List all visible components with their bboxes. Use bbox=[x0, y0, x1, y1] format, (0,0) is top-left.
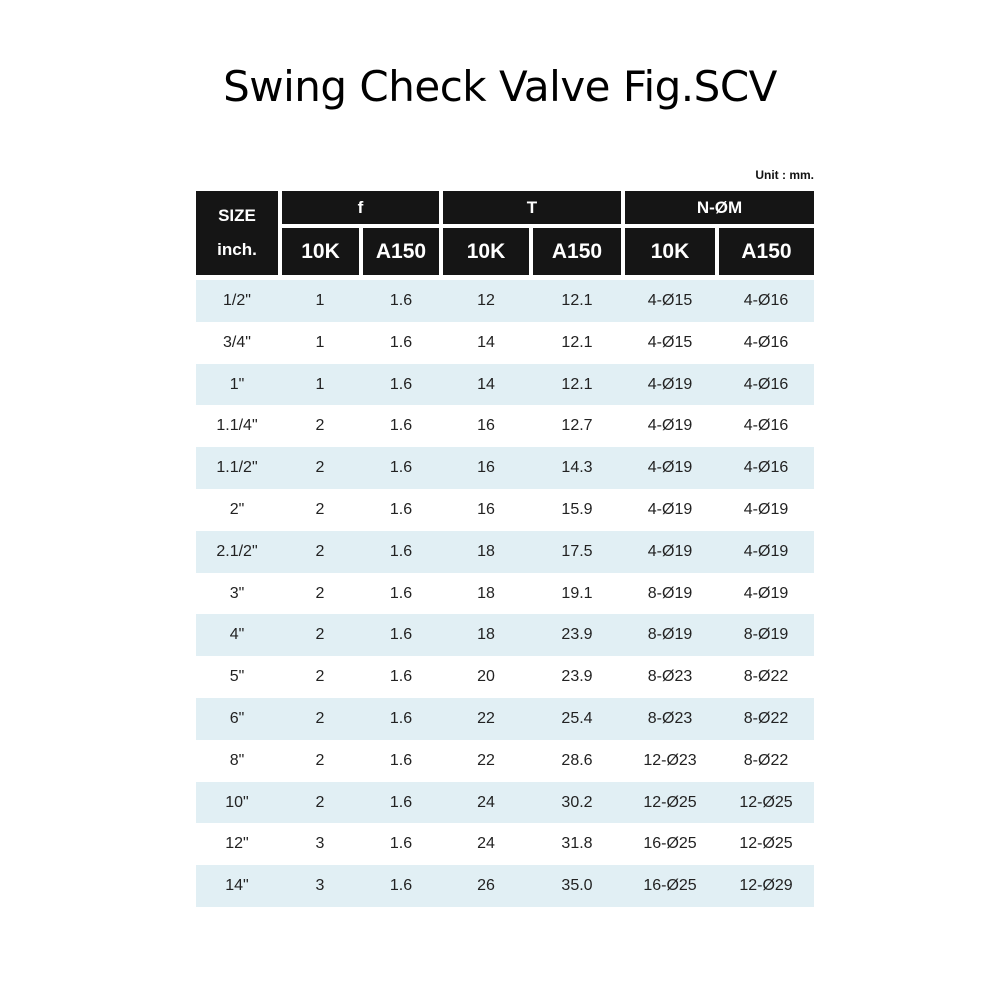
cell-f-a150: 1.6 bbox=[389, 417, 413, 435]
cell-nom-a150: 4-Ø19 bbox=[743, 542, 789, 560]
cell-t-10k: 20 bbox=[477, 668, 495, 686]
cell-f-10k: 1 bbox=[315, 375, 325, 393]
cell-size: 12" bbox=[225, 835, 249, 853]
cell-nom-10k: 8-Ø23 bbox=[647, 709, 693, 727]
cell-f-10k: 2 bbox=[315, 751, 325, 769]
cell-t-a150: 23.9 bbox=[561, 626, 593, 644]
cell-f-10k: 2 bbox=[315, 417, 325, 435]
cell-f-10k: 2 bbox=[315, 542, 325, 560]
table-row bbox=[196, 447, 814, 489]
cell-t-10k: 16 bbox=[477, 417, 495, 435]
cell-t-a150: 25.4 bbox=[561, 709, 593, 727]
cell-f-10k: 3 bbox=[315, 835, 325, 853]
cell-t-a150: 30.2 bbox=[561, 793, 593, 811]
cell-t-10k: 24 bbox=[477, 835, 495, 853]
cell-nom-10k: 12-Ø25 bbox=[643, 793, 697, 811]
subheader-t-a150: A150 bbox=[533, 228, 621, 275]
cell-t-a150: 12.1 bbox=[561, 375, 593, 393]
cell-f-a150: 1.6 bbox=[389, 459, 413, 477]
cell-nom-10k: 4-Ø19 bbox=[647, 459, 693, 477]
cell-nom-a150: 8-Ø22 bbox=[743, 709, 789, 727]
cell-f-10k: 2 bbox=[315, 626, 325, 644]
cell-size: 1.1/4" bbox=[216, 417, 258, 435]
cell-nom-a150: 4-Ø19 bbox=[743, 500, 789, 518]
cell-nom-10k: 4-Ø15 bbox=[647, 333, 693, 351]
group-header-f: f bbox=[282, 191, 439, 224]
cell-size: 5" bbox=[229, 668, 245, 686]
cell-nom-10k: 8-Ø19 bbox=[647, 584, 693, 602]
cell-nom-a150: 4-Ø16 bbox=[743, 417, 789, 435]
cell-f-a150: 1.6 bbox=[389, 835, 413, 853]
table-row bbox=[196, 489, 814, 531]
cell-nom-a150: 8-Ø22 bbox=[743, 751, 789, 769]
cell-size: 1/2" bbox=[223, 292, 251, 309]
cell-f-10k: 2 bbox=[315, 459, 325, 477]
cell-nom-10k: 8-Ø19 bbox=[647, 626, 693, 644]
table-row bbox=[196, 823, 814, 865]
cell-nom-a150: 4-Ø19 bbox=[743, 584, 789, 602]
cell-size: 10" bbox=[225, 793, 249, 811]
cell-nom-a150: 4-Ø16 bbox=[743, 292, 789, 309]
cell-nom-10k: 4-Ø19 bbox=[647, 500, 693, 518]
cell-t-10k: 22 bbox=[477, 709, 495, 727]
table-row bbox=[196, 531, 814, 573]
cell-f-a150: 1.6 bbox=[389, 542, 413, 560]
size-header-line2: inch. bbox=[217, 240, 257, 259]
subheader-f-10k: 10K bbox=[282, 228, 359, 275]
cell-t-10k: 16 bbox=[477, 459, 495, 477]
group-header-nom: N-ØM bbox=[625, 191, 814, 224]
subheader-nom-10k: 10K bbox=[625, 228, 715, 275]
size-header bbox=[196, 191, 278, 275]
subheader-t-10k: 10K bbox=[443, 228, 529, 275]
cell-nom-a150: 12-Ø25 bbox=[739, 835, 793, 853]
cell-nom-a150: 4-Ø16 bbox=[743, 333, 789, 351]
cell-nom-10k: 16-Ø25 bbox=[643, 835, 697, 853]
table-row bbox=[196, 698, 814, 740]
cell-nom-10k: 4-Ø19 bbox=[647, 542, 693, 560]
table-row bbox=[196, 740, 814, 782]
cell-t-a150: 12.7 bbox=[561, 417, 593, 435]
cell-f-10k: 1 bbox=[315, 333, 325, 351]
cell-t-a150: 28.6 bbox=[561, 751, 593, 769]
size-header-line1: SIZE bbox=[218, 206, 256, 225]
cell-t-a150: 14.3 bbox=[561, 459, 593, 477]
cell-nom-a150: 8-Ø22 bbox=[743, 668, 789, 686]
table-row bbox=[196, 782, 814, 824]
table-row bbox=[196, 614, 814, 656]
cell-f-10k: 3 bbox=[315, 877, 325, 895]
cell-nom-a150: 4-Ø16 bbox=[743, 375, 789, 393]
cell-t-10k: 26 bbox=[477, 877, 495, 895]
cell-nom-10k: 4-Ø15 bbox=[647, 292, 693, 309]
cell-f-10k: 2 bbox=[315, 668, 325, 686]
cell-t-10k: 14 bbox=[477, 333, 495, 351]
cell-f-a150: 1.6 bbox=[389, 333, 413, 351]
cell-t-10k: 24 bbox=[477, 793, 495, 811]
cell-t-10k: 18 bbox=[477, 626, 495, 644]
unit-label: Unit : mm. bbox=[755, 168, 814, 182]
cell-f-a150: 1.6 bbox=[389, 668, 413, 686]
cell-f-a150: 1.6 bbox=[389, 626, 413, 644]
cell-size: 3" bbox=[229, 584, 245, 602]
cell-nom-a150: 12-Ø25 bbox=[739, 793, 793, 811]
cell-size: 8" bbox=[229, 751, 245, 769]
cell-size: 2.1/2" bbox=[216, 542, 258, 560]
cell-t-a150: 35.0 bbox=[561, 877, 593, 895]
cell-nom-a150: 12-Ø29 bbox=[739, 877, 793, 895]
page-title: Swing Check Valve Fig.SCV bbox=[223, 62, 777, 111]
table-row bbox=[196, 322, 814, 364]
table-body bbox=[196, 280, 814, 907]
group-header-t: T bbox=[443, 191, 621, 224]
cell-t-a150: 31.8 bbox=[561, 835, 593, 853]
cell-f-10k: 1 bbox=[315, 292, 325, 309]
cell-f-a150: 1.6 bbox=[389, 709, 413, 727]
cell-nom-10k: 8-Ø23 bbox=[647, 668, 693, 686]
cell-t-10k: 18 bbox=[477, 542, 495, 560]
cell-t-a150: 12.1 bbox=[561, 292, 593, 309]
cell-nom-10k: 4-Ø19 bbox=[647, 417, 693, 435]
table-row bbox=[196, 656, 814, 698]
cell-size: 1" bbox=[229, 375, 245, 393]
cell-size: 2" bbox=[229, 500, 245, 518]
cell-t-a150: 12.1 bbox=[561, 333, 593, 351]
cell-f-a150: 1.6 bbox=[389, 375, 413, 393]
cell-size: 14" bbox=[225, 877, 249, 895]
cell-nom-a150: 4-Ø16 bbox=[743, 459, 789, 477]
cell-t-a150: 23.9 bbox=[561, 668, 593, 686]
subheader-f-a150: A150 bbox=[363, 228, 439, 275]
cell-t-10k: 14 bbox=[477, 375, 495, 393]
cell-size: 3/4" bbox=[223, 333, 251, 351]
cell-size: 6" bbox=[229, 709, 245, 727]
cell-f-10k: 2 bbox=[315, 709, 325, 727]
cell-nom-a150: 8-Ø19 bbox=[743, 626, 789, 644]
cell-f-a150: 1.6 bbox=[389, 751, 413, 769]
cell-f-10k: 2 bbox=[315, 500, 325, 518]
cell-nom-10k: 16-Ø25 bbox=[643, 877, 697, 895]
cell-size: 1.1/2" bbox=[216, 459, 258, 477]
table-row bbox=[196, 364, 814, 406]
table-row bbox=[196, 280, 814, 322]
cell-f-a150: 1.6 bbox=[389, 793, 413, 811]
cell-t-10k: 12 bbox=[477, 292, 495, 309]
cell-f-a150: 1.6 bbox=[389, 292, 413, 309]
cell-size: 4" bbox=[229, 626, 245, 644]
cell-f-10k: 2 bbox=[315, 584, 325, 602]
cell-nom-10k: 12-Ø23 bbox=[643, 751, 697, 769]
cell-t-a150: 17.5 bbox=[561, 542, 593, 560]
cell-f-10k: 2 bbox=[315, 793, 325, 811]
cell-t-a150: 15.9 bbox=[561, 500, 593, 518]
cell-f-a150: 1.6 bbox=[389, 500, 413, 518]
table-row bbox=[196, 405, 814, 447]
subheader-nom-a150: A150 bbox=[719, 228, 814, 275]
cell-t-10k: 22 bbox=[477, 751, 495, 769]
cell-f-a150: 1.6 bbox=[389, 877, 413, 895]
cell-f-a150: 1.6 bbox=[389, 584, 413, 602]
table-row bbox=[196, 865, 814, 907]
cell-t-10k: 16 bbox=[477, 500, 495, 518]
cell-nom-10k: 4-Ø19 bbox=[647, 375, 693, 393]
cell-t-a150: 19.1 bbox=[561, 584, 593, 602]
cell-t-10k: 18 bbox=[477, 584, 495, 602]
table-row bbox=[196, 573, 814, 615]
